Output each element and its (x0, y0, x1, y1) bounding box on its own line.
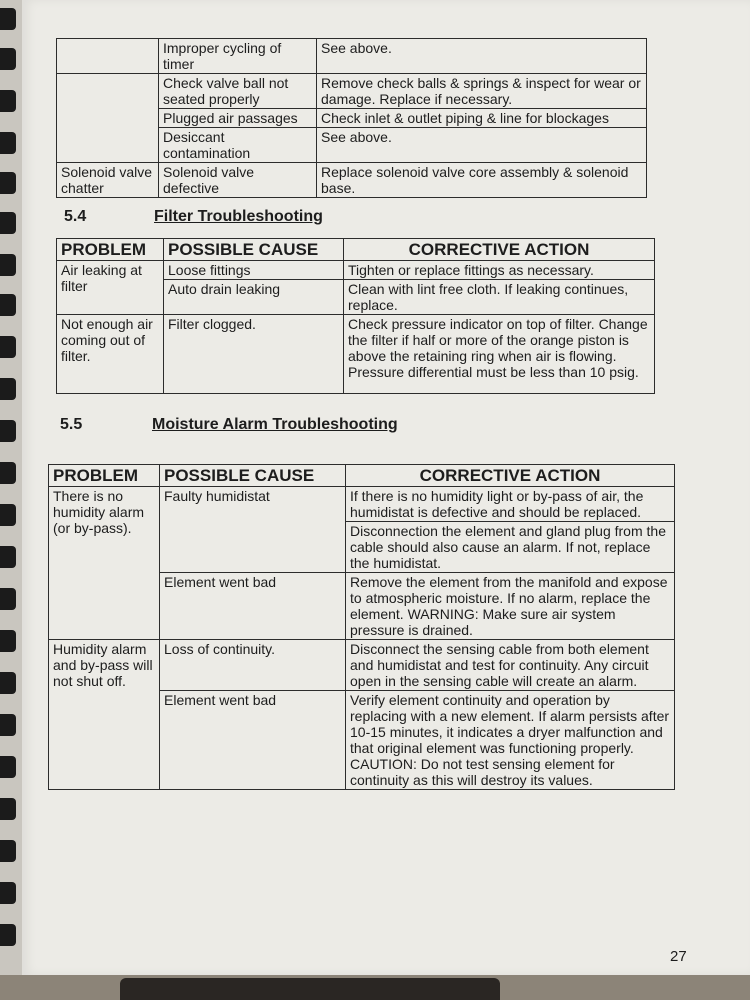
problem-cell: Not enough air coming out of filter. (57, 315, 164, 394)
binding-strip (0, 0, 22, 975)
cause-cell: Solenoid valve defective (159, 163, 317, 198)
section-number: 5.5 (60, 416, 83, 433)
problem-cell (57, 74, 159, 109)
action-cell: Tighten or replace fittings as necessary. (344, 261, 655, 280)
cause-cell (160, 522, 346, 573)
binding-ring (0, 48, 16, 70)
action-cell: Remove check balls & springs & inspect for wear or damage. Replace if necessary. (317, 74, 647, 109)
binding-ring (0, 798, 16, 820)
cause-cell: Element went bad (160, 691, 346, 790)
section-title: Moisture Alarm Troubleshooting (152, 416, 398, 433)
table-row (57, 109, 647, 128)
binding-ring (0, 630, 16, 652)
binding-ring (0, 420, 16, 442)
problem-cell: Air leaking at filter (57, 261, 164, 315)
cause-cell: Loss of continuity. (160, 640, 346, 691)
table-row (57, 74, 647, 109)
table-row (57, 315, 655, 394)
action-cell: If there is no humidity light or by-pass of air, the humidistat is defective and should be replaced. (346, 487, 675, 522)
action-cell: Remove the element from the manifold and expose to atmospheric moisture. If no alarm, replace the element. WARNING: Make sure air system pressure is drained. (346, 573, 675, 640)
binding-ring (0, 212, 16, 234)
header-action: CORRECTIVE ACTION (346, 465, 675, 487)
cause-cell: Plugged air passages (159, 109, 317, 128)
binding-ring (0, 90, 16, 112)
header-cause: POSSIBLE CAUSE (160, 465, 346, 487)
section-heading-moisture (60, 416, 398, 434)
filter-troubleshooting-table (56, 238, 655, 394)
action-cell: Disconnection the element and gland plug from the cable should also cause an alarm. If not, replace the humidistat. (346, 522, 675, 573)
binding-ring (0, 336, 16, 358)
section-title: Filter Troubleshooting (154, 208, 323, 225)
binding-ring (0, 882, 16, 904)
table-row (49, 487, 675, 522)
cause-cell: Element went bad (160, 573, 346, 640)
table-header-row (49, 465, 675, 487)
section-number: 5.4 (64, 208, 87, 225)
dark-object (120, 978, 500, 1000)
binding-ring (0, 924, 16, 946)
header-problem: PROBLEM (49, 465, 160, 487)
binding-ring (0, 294, 16, 316)
table-row (57, 261, 655, 280)
action-cell: Clean with lint free cloth. If leaking continues, replace. (344, 280, 655, 315)
problem-cell (57, 109, 159, 128)
table-row (57, 39, 647, 74)
binding-ring (0, 756, 16, 778)
problem-cell: There is no humidity alarm (or by-pass). (49, 487, 160, 640)
table-row (57, 163, 647, 198)
cause-cell: Auto drain leaking (164, 280, 344, 315)
header-action: CORRECTIVE ACTION (344, 239, 655, 261)
page-number: 27 (670, 948, 687, 965)
action-cell: Verify element continuity and operation by replacing with a new element. If alarm persists after 10-15 minutes, it indicates a dryer malfunction and that original element was functioning properly. CAUTION: Do not test sensing element for continuity as this will destroy its values. (346, 691, 675, 790)
action-cell: Check pressure indicator on top of filter. Change the filter if half or more of the orange piston is above the retaining ring when air is flowing. Pressure differential must be less than 10 psig. (344, 315, 655, 394)
binding-ring (0, 546, 16, 568)
binding-ring (0, 462, 16, 484)
problem-cell (57, 39, 159, 74)
binding-ring (0, 254, 16, 276)
action-cell: See above. (317, 128, 647, 163)
cause-cell: Check valve ball not seated properly (159, 74, 317, 109)
problem-cell: Solenoid valve chatter (57, 163, 159, 198)
binding-ring (0, 714, 16, 736)
cause-cell: Loose fittings (164, 261, 344, 280)
cause-cell: Faulty humidistat (160, 487, 346, 522)
cause-cell: Desiccant contamination (159, 128, 317, 163)
table-row (57, 128, 647, 163)
action-cell: Replace solenoid valve core assembly & solenoid base. (317, 163, 647, 198)
header-problem: PROBLEM (57, 239, 164, 261)
continued-troubleshooting-table (56, 38, 647, 198)
binding-ring (0, 8, 16, 30)
problem-cell (57, 128, 159, 163)
problem-cell: Humidity alarm and by-pass will not shut off. (49, 640, 160, 790)
action-cell: Disconnect the sensing cable from both element and humidistat and test for continuity. Any circuit open in the sensing cable will create an alarm. (346, 640, 675, 691)
binding-ring (0, 132, 16, 154)
binding-ring (0, 588, 16, 610)
action-cell: Check inlet & outlet piping & line for blockages (317, 109, 647, 128)
binding-ring (0, 504, 16, 526)
cause-cell: Filter clogged. (164, 315, 344, 394)
binding-ring (0, 672, 16, 694)
table-header-row (57, 239, 655, 261)
section-heading-filter (64, 208, 323, 226)
action-cell: See above. (317, 39, 647, 74)
table-row (49, 640, 675, 691)
cause-cell: Improper cycling of timer (159, 39, 317, 74)
binding-ring (0, 378, 16, 400)
binding-ring (0, 172, 16, 194)
moisture-alarm-troubleshooting-table (48, 464, 675, 790)
header-cause: POSSIBLE CAUSE (164, 239, 344, 261)
binding-ring (0, 840, 16, 862)
